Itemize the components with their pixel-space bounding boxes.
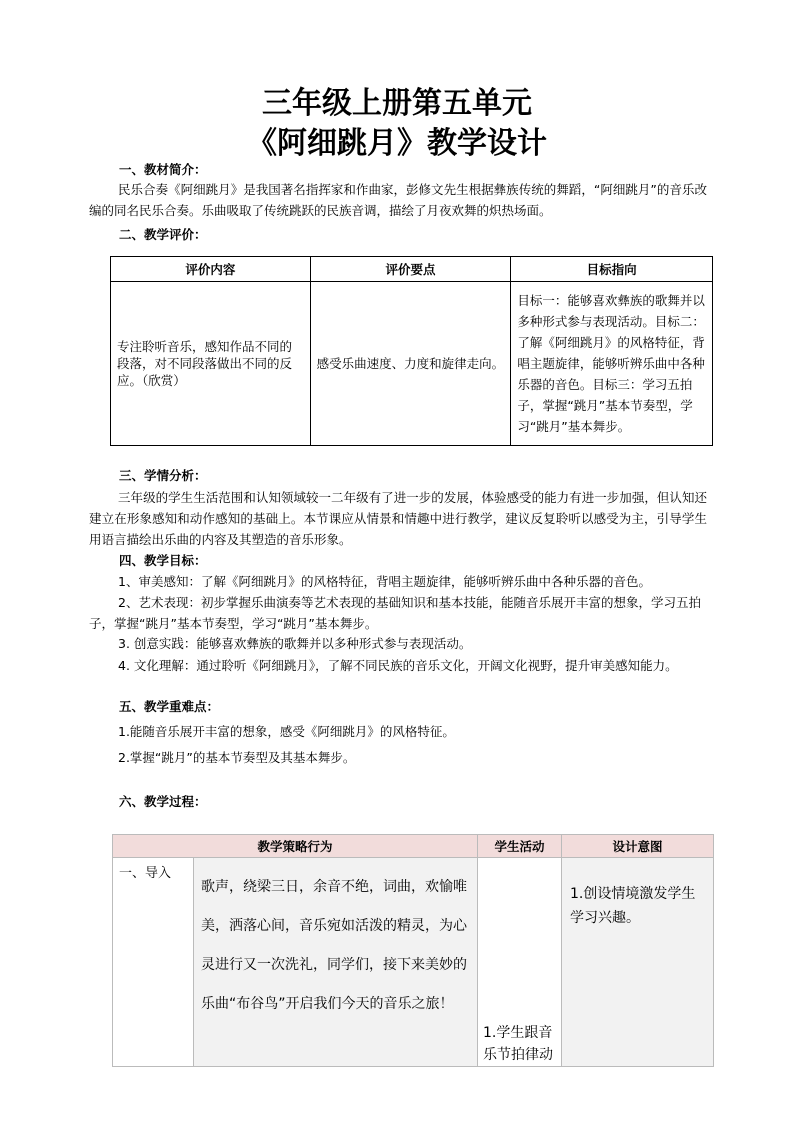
header-eval-content: 评价内容	[111, 257, 311, 282]
intro-text-cell: 歌声，绕梁三日，余音不绝，词曲，欢愉唯美，洒落心间，音乐宛如活泼的精灵，为心灵进行又一次洗礼，同学们，接下来美妙的乐曲“布谷鸟”开启我们今天的音乐之旅！	[194, 858, 478, 1067]
key-point-2: 2.掌握“跳月”的基本节奏型及其基本舞步。	[118, 750, 356, 765]
objective-4: 4. 文化理解：通过聆听《阿细跳月》，了解不同民族的音乐文化，开阔文化视野，提升审美感知能力。	[118, 658, 678, 673]
objective-2: 2、艺术表现：初步掌握乐曲演奏等艺术表现的基础知识和基本技能，能随音乐展开丰富的想象，学习五拍子，掌握“跳月”基本节奏型，学习“跳月”基本舞步。	[89, 595, 701, 631]
header-eval-points: 评价要点	[310, 257, 511, 282]
section-heading-analysis: 三、学情分析：	[119, 468, 207, 483]
header-design-intent: 设计意图	[562, 835, 714, 858]
materials-paragraph: 民乐合奏《阿细跳月》是我国著名指挥家和作曲家，彭修文先生根据彝族传统的舞蹈，“阿细跳月”的音乐改编的同名民乐合奏。乐曲吸取了传统跳跃的民族音调，描绘了月夜欢舞的炽热场面。	[89, 182, 707, 218]
section-heading-materials: 一、教材简介：	[119, 162, 207, 177]
title-line-1: 三年级上册第五单元	[262, 86, 532, 121]
eval-points-cell: 感受乐曲速度、力度和旋律走向。	[310, 282, 511, 446]
process-table-row	[113, 858, 714, 1067]
objective-1: 1、审美感知：了解《阿细跳月》的风格特征，背唱主题旋律，能够听辨乐曲中各种乐器的音色。	[118, 574, 651, 589]
section-heading-evaluation: 二、教学评价：	[119, 227, 207, 242]
eval-goals-cell: 目标一：能够喜欢彝族的歌舞并以多种形式参与表现活动。目标二：了解《阿细跳月》的风格特征，背唱主题旋律，能够听辨乐曲中各种乐器的音色。目标三：学习五拍子，掌握“跳月”基本节奏型，学习“跳月”基本舞步。	[511, 282, 713, 446]
header-eval-goals: 目标指向	[511, 257, 713, 282]
student-activity-cell: 1.学生跟音乐节拍律动	[478, 858, 562, 1067]
title-line-2: 《阿细跳月》教学设计	[247, 126, 547, 161]
process-table-header-row	[113, 835, 714, 858]
eval-content-cell: 专注聆听音乐，感知作品不同的段落，对不同段落做出不同的反应。（欣赏）	[111, 282, 311, 446]
section-heading-objectives: 四、教学目标：	[119, 553, 207, 568]
evaluation-table-header-row	[111, 257, 713, 282]
section-heading-process: 六、教学过程：	[119, 794, 207, 809]
section-heading-key-points: 五、教学重难点：	[119, 699, 220, 714]
design-intent-cell: 1.创设情境激发学生学习兴趣。	[562, 858, 714, 1067]
header-student-activity: 学生活动	[478, 835, 562, 858]
objective-3: 3. 创意实践：能够喜欢彝族的歌舞并以多种形式参与表现活动。	[118, 636, 472, 651]
key-point-1: 1.能随音乐展开丰富的想象，感受《阿细跳月》的风格特征。	[118, 724, 455, 739]
evaluation-table-row	[111, 282, 713, 446]
header-teaching-strategy: 教学策略行为	[113, 835, 478, 858]
evaluation-table	[110, 256, 713, 446]
process-table	[112, 834, 714, 1067]
stage-label: 一、导入	[113, 858, 194, 1067]
analysis-paragraph: 三年级的学生生活范围和认知领域较一二年级有了进一步的发展，体验感受的能力有进一步加强，但认知还建立在形象感知和动作感知的基础上。本节课应从情景和情趣中进行教学，建议反复聆听以感受为主，引导学生用语言描绘出乐曲的内容及其塑造的音乐形象。	[89, 490, 707, 547]
